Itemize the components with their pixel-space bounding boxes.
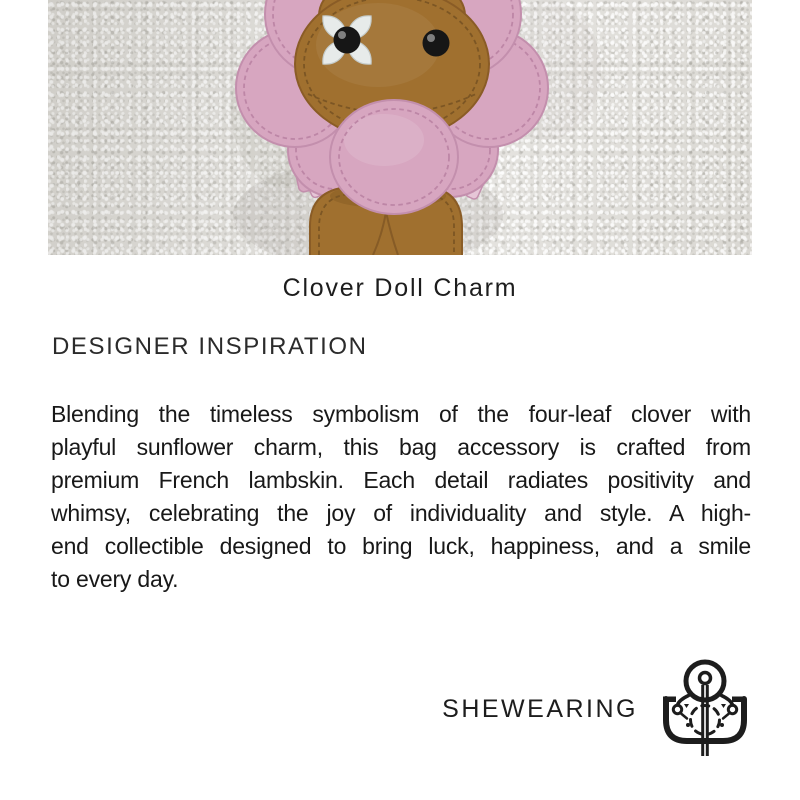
left-eye-rivet [334,27,361,54]
description-line: premium French lambskin. Each detail radiates positivity and [51,467,751,493]
bib-petal [330,100,458,214]
photo-caption: Clover Doll Charm [282,274,518,302]
product-photo [48,0,752,255]
brand-name: SHEWEARING [442,694,638,723]
right-eye-rivet [423,30,450,57]
description-line: to every day. [51,566,179,592]
description-line: Blending the timeless symbolism of the four-leaf clover with [51,401,751,427]
description-line: whimsy, celebrating the joy of individuality and style. A high- [51,500,751,526]
brand-footer [442,653,750,765]
clover-doll-illustration [48,0,752,255]
description-paragraph [51,398,751,596]
description-line: playful sunflower charm, this bag accessory is crafted from [51,434,751,460]
section-heading: DESIGNER INSPIRATION [52,333,368,360]
shewearing-logo-icon [658,654,750,764]
description-line: end collectible designed to bring luck, happiness, and a smile [51,533,751,559]
